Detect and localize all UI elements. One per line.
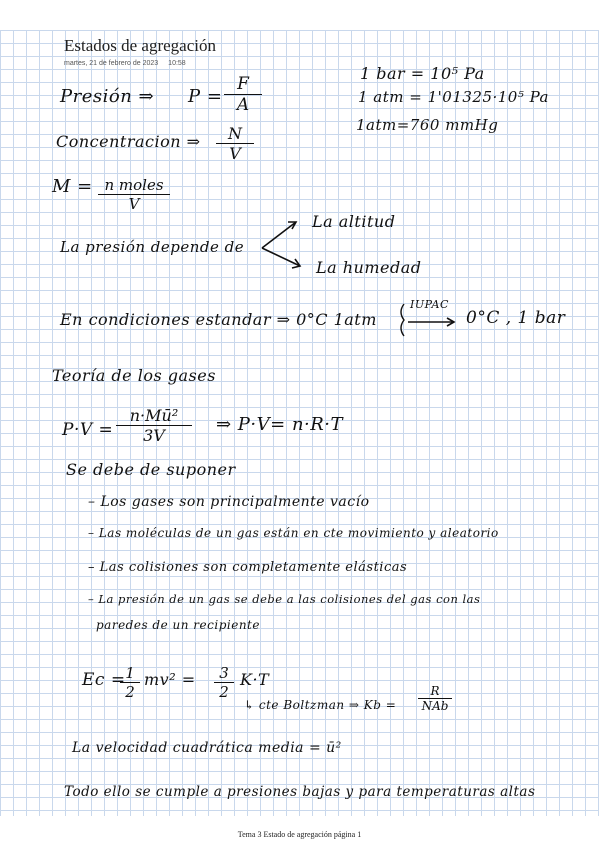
- ec-rhs: K·T: [240, 670, 270, 689]
- atm-mmhg: 1atm=760 mmHg: [356, 116, 499, 134]
- bullet-3: – Las colisiones son completamente elásticas: [88, 560, 408, 575]
- concentration-num: N: [216, 124, 254, 144]
- molarity-lhs: M =: [52, 176, 93, 197]
- bullet-4b: paredes de un recipiente: [96, 618, 260, 632]
- ec-frac2-den: 2: [219, 683, 229, 701]
- bar-equation: 1 bar = 10⁵ Pa: [360, 64, 485, 83]
- molarity-num: n moles: [98, 176, 170, 195]
- pv-rhs: ⇒ P·V= n·R·T: [216, 414, 344, 435]
- concentration-label: Concentracion ⇒: [56, 132, 201, 151]
- pressure-lhs: P =: [188, 86, 223, 107]
- page-footer: Tema 3 Estado de agregación página 1: [237, 830, 362, 839]
- ec-lhs: Ec =: [82, 670, 126, 690]
- humidity-item: La humedad: [316, 258, 422, 277]
- standard-result: 0°C , 1 bar: [466, 308, 566, 328]
- bullet-4a: – La presión de un gas se debe a las colisiones del gas con las: [88, 592, 481, 606]
- concentration-den: V: [229, 144, 241, 163]
- molarity-den: V: [128, 195, 140, 213]
- pressure-den: A: [236, 95, 250, 115]
- altitude-item: La altitud: [312, 212, 396, 231]
- pressure-num: F: [224, 74, 262, 95]
- time-text: 10:58: [168, 60, 186, 67]
- pv-num: n·Mū²: [116, 406, 192, 426]
- bullet-1: – Los gases son principalmente vacío: [88, 494, 370, 510]
- atm-equation: 1 atm = 1'01325·10⁵ Pa: [358, 88, 549, 106]
- pv-den: 3V: [143, 426, 165, 445]
- velocity-line: La velocidad cuadrática media = ū²: [72, 740, 342, 756]
- standard-conditions: En condiciones estandar ⇒ 0°C 1atm: [60, 310, 377, 329]
- depends-lower-arrow: [262, 248, 300, 266]
- ec-mid: mv² =: [144, 670, 196, 689]
- kb-den: NAb: [421, 699, 449, 713]
- date-text: martes, 21 de febrero de 2023: [64, 60, 159, 67]
- bullet-2: – Las moléculas de un gas están en cte movimiento y aleatorio: [88, 526, 499, 540]
- pressure-depends: La presión depende de: [60, 238, 245, 256]
- boltzmann-note: ↳ cte Boltzman ⇒ Kb =: [244, 698, 397, 712]
- gas-theory-heading: Teoría de los gases: [52, 366, 216, 385]
- suppose-heading: Se debe de suponer: [66, 460, 236, 479]
- conclusion-line: Todo ello se cumple a presiones bajas y para temperaturas altas: [64, 784, 536, 800]
- page-title: Estados de agregación: [64, 36, 216, 55]
- pv-lhs: P·V =: [62, 420, 114, 440]
- ec-frac1-den: 2: [125, 683, 135, 701]
- depends-upper-arrow: [262, 222, 296, 248]
- pressure-label: Presión ⇒: [60, 86, 155, 107]
- ec-frac1-num: 1: [120, 664, 140, 683]
- kb-num: R: [418, 684, 452, 699]
- ec-frac2-num: 3: [214, 664, 234, 683]
- standard-brace: [401, 304, 404, 336]
- iupac-label: IUPAC: [410, 298, 449, 311]
